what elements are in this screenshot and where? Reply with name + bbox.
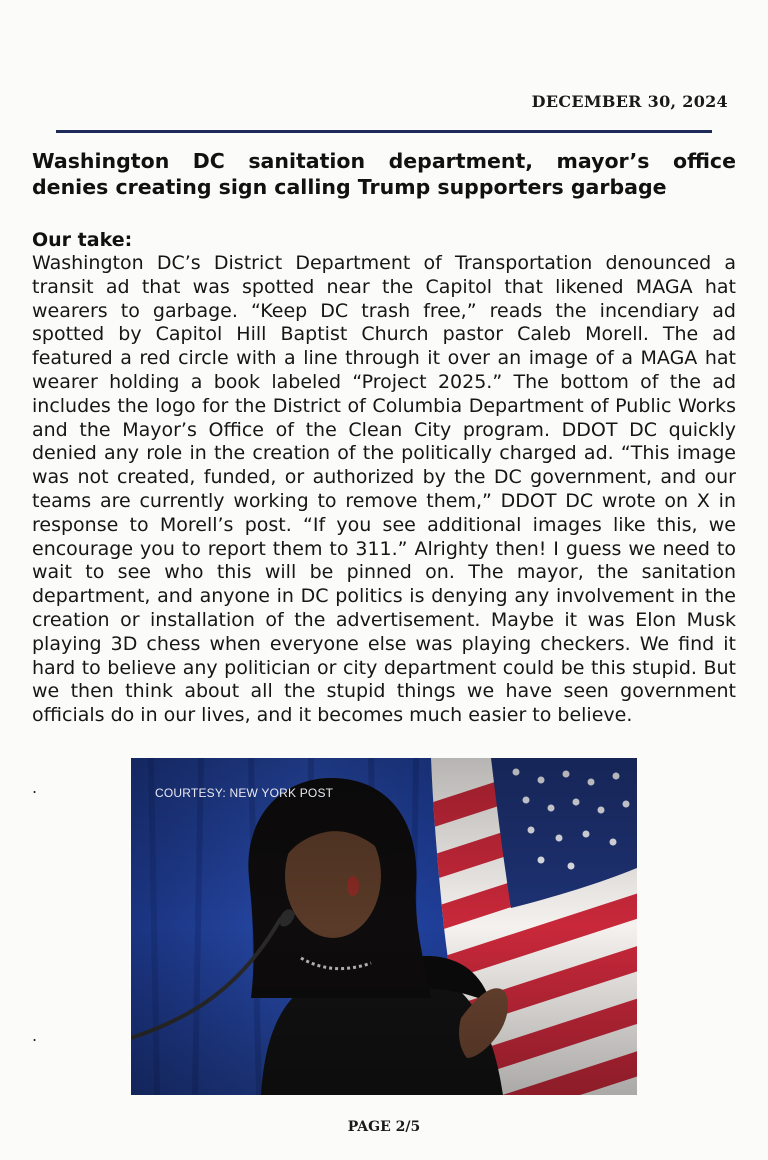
photo-illustration <box>131 758 637 1095</box>
article-photo <box>131 758 637 1095</box>
article-body: Washington DC’s District Department of Transportation denounced a transit ad that was spotted near the Capitol that likened MAGA hat wearers to garbage. “Keep DC trash free,” reads the incendiary ad spotted by Capitol Hill Baptist Church pastor Caleb Morell. The ad featured a red circle with a line through it over an image of a MAGA hat wearer holding a book labeled “Project 2025.” The bottom of the ad includes the logo for the District of Columbia Department of Public Works and the Mayor’s Office of the Clean City program. DDOT DC quickly denied any role in the creation of the politically charged ad. “This image was not created, funded, or authorized by the DC government, and our teams are currently working to remove them,” DDOT DC wrote on X in response to Morell’s post. “If you see additional images like this, we encourage you to report them to 311.” Alrighty then! I guess we need to wait to see who this will be pinned on. The mayor, the sanitation department, and anyone in DC politics is denying any involvement in the creation or installation of the advertisement. Maybe it was Elon Musk playing 3D chess when everyone else was playing checkers. We find it hard to believe any politician or city department could be this stupid. But we then think about all the stupid things we have seen government officials do in our lives, and it becomes much easier to believe. <box>32 252 736 727</box>
photo-credit: COURTESY: NEW YORK POST <box>155 786 334 800</box>
page-number: PAGE 2/5 <box>347 1119 421 1135</box>
dot-marker: . <box>32 1026 38 1045</box>
dot-marker: . <box>32 778 38 797</box>
our-take-label: Our take: <box>32 229 133 251</box>
header-divider <box>56 130 712 133</box>
article-headline: Washington DC sanitation department, mayor’s office denies creating sign calling Trump supporters garbage <box>32 149 736 199</box>
issue-date: DECEMBER 30, 2024 <box>531 92 728 111</box>
